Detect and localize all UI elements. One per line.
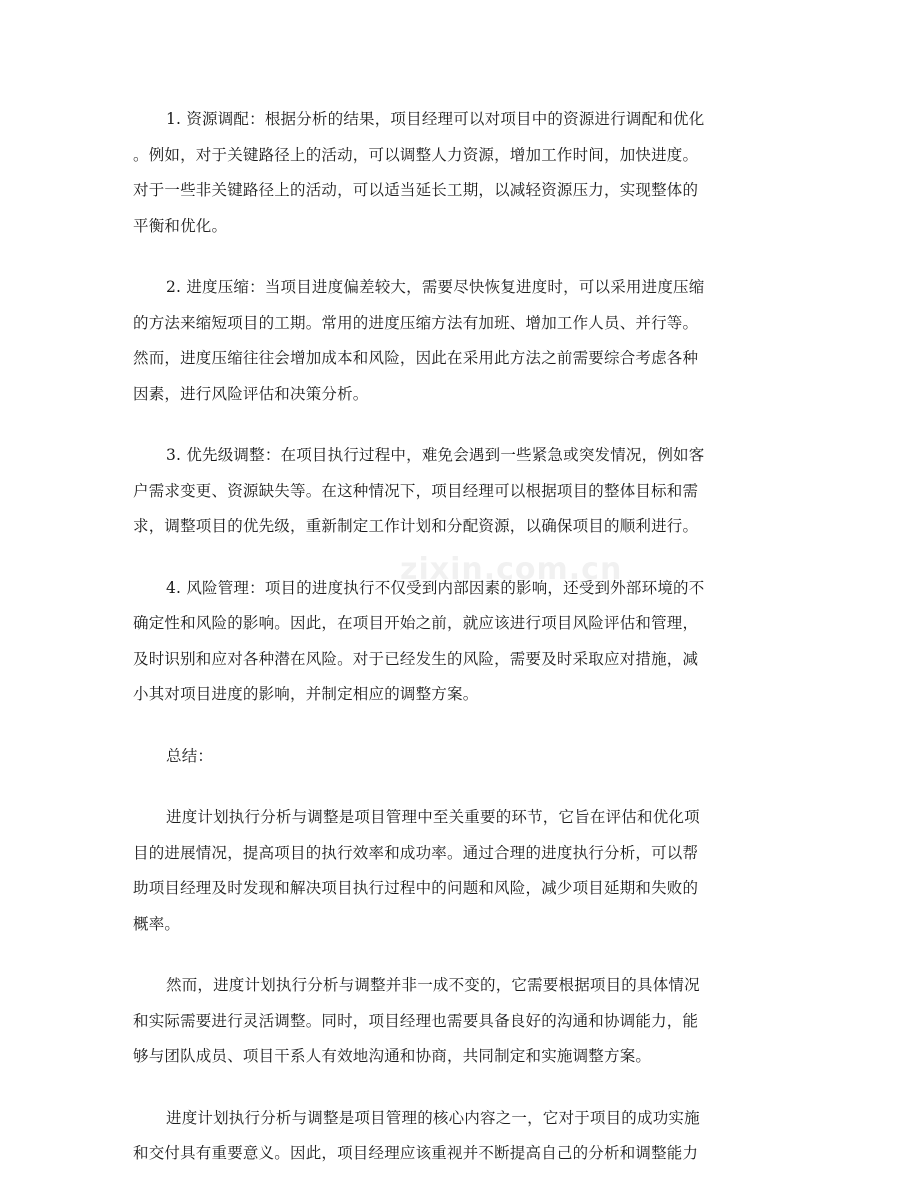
text-line: 概率。 — [133, 914, 181, 933]
paragraph-priority-adjustment — [133, 438, 785, 545]
text-line: 的方法来缩短项目的工期。常用的进度压缩方法有加班、增加工作人员、并行等。 — [133, 313, 699, 332]
text-line: 平衡和优化。 — [133, 216, 228, 235]
text-line: 3. 优先级调整：在项目执行过程中，难免会遇到一些紧急或突发情况，例如客 — [166, 446, 705, 464]
watermark-text: zixin.com.cn — [400, 552, 623, 587]
text-line: 目的进展情况，提高项目的执行效率和成功率。通过合理的进度执行分析，可以帮 — [133, 843, 699, 862]
paragraph-summary-2 — [133, 968, 785, 1075]
text-line: 1. 资源调配：根据分析的结果，项目经理可以对项目中的资源进行调配和优化 — [166, 110, 705, 128]
text-line: 助项目经理及时发现和解决项目执行过程中的问题和风险，减少项目延期和失败的 — [133, 879, 699, 897]
text-line: 确定性和风险的影响。因此，在项目开始之前，就应该进行项目风险评估和管理， — [133, 614, 699, 632]
text-line: 2. 进度压缩：当项目进度偏差较大，需要尽快恢复进度时，可以采用进度压缩 — [166, 278, 705, 296]
text-line: 及时识别和应对各种潜在风险。对于已经发生的风险，需要及时采取应对措施，减 — [133, 649, 699, 668]
text-line: 4. 风险管理：项目的进度执行不仅受到内部因素的影响，还受到外部环境的不 — [166, 578, 705, 597]
paragraph-schedule-compression — [133, 270, 785, 412]
text-line: 求，调整项目的优先级，重新制定工作计划和分配资源，以确保项目的顺利进行。 — [133, 517, 699, 535]
text-line: 和实际需要进行灵活调整。同时，项目经理也需要具备良好的沟通和协调能力，能 — [133, 1011, 699, 1030]
text-line: 然而，进度计划执行分析与调整并非一成不变的，它需要根据项目的具体情况 — [166, 976, 700, 994]
paragraph-summary-heading — [133, 739, 785, 775]
text-line: 因素，进行风险评估和决策分析。 — [133, 384, 369, 403]
text-line: 进度计划执行分析与调整是项目管理的核心内容之一，它对于项目的成功实施 — [166, 1108, 700, 1127]
text-line: 和交付具有重要意义。因此，项目经理应该重视并不断提高自己的分析和调整能力 — [133, 1144, 699, 1162]
text-line: 进度计划执行分析与调整是项目管理中至关重要的环节，它旨在评估和优化项 — [166, 808, 700, 826]
paragraph-resource-allocation — [133, 102, 785, 244]
text-line: 户需求变更、资源缺失等。在这种情况下，项目经理可以根据项目的整体目标和需 — [133, 481, 699, 500]
paragraph-risk-management — [133, 571, 785, 713]
paragraph-summary-3 — [133, 1101, 785, 1172]
document-page — [133, 102, 785, 1198]
text-line: 。例如，对于关键路径上的活动，可以调整人力资源，增加工作时间，加快进度。 — [133, 145, 699, 164]
section-heading: 总结： — [166, 746, 214, 765]
text-line: 小其对项目进度的影响，并制定相应的调整方案。 — [133, 685, 479, 703]
text-line: 够与团队成员、项目干系人有效地沟通和协商，共同制定和实施调整方案。 — [133, 1047, 652, 1065]
text-line: 对于一些非关键路径上的活动，可以适当延长工期，以减轻资源压力，实现整体的 — [133, 181, 699, 199]
text-line: 然而，进度压缩往往会增加成本和风险，因此在采用此方法之前需要综合考虑各种 — [133, 349, 699, 367]
paragraph-summary-1 — [133, 800, 785, 942]
